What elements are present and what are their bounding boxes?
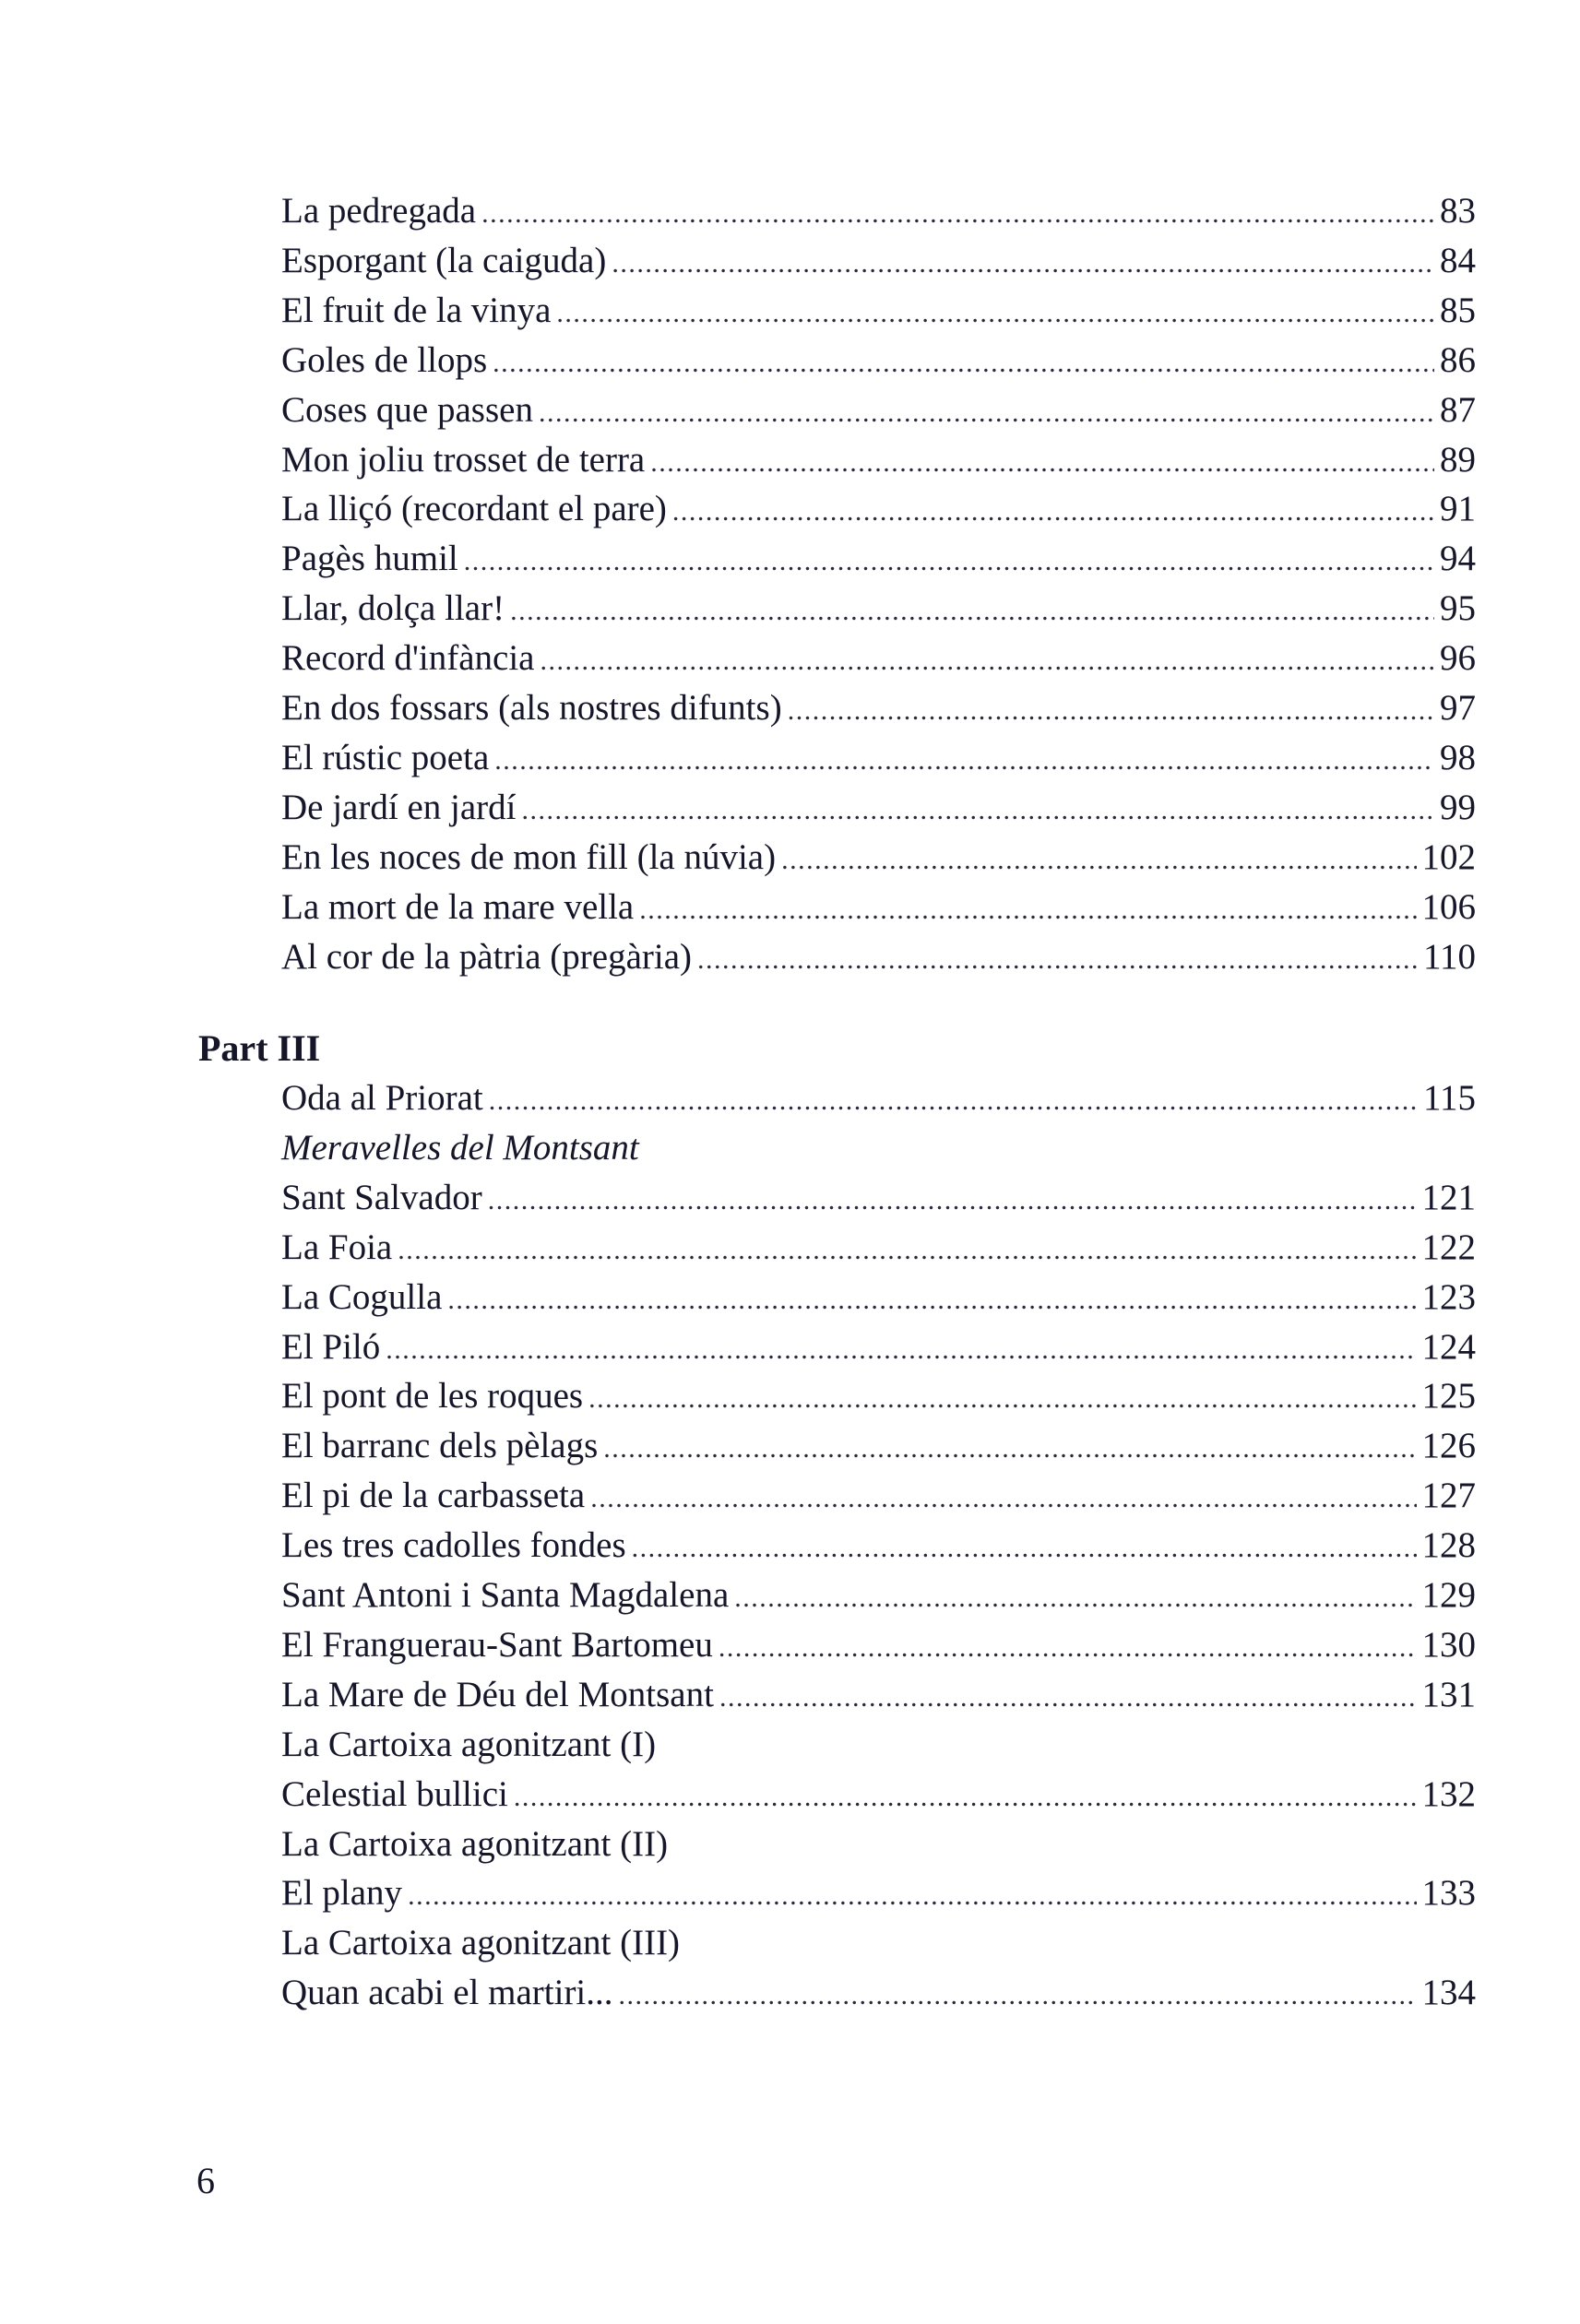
toc-entry: [281, 634, 1476, 683]
toc-entry: [281, 484, 1476, 534]
toc-entry-page: 84: [1440, 240, 1476, 280]
toc-entry-title: Esporgant (la caiguda): [281, 240, 607, 280]
toc-entry-title: Quan acabi el martiri...: [281, 1973, 613, 2013]
dot-leader: [521, 786, 1434, 836]
toc-entry-title: La Cartoixa agonitzant (I): [281, 1724, 657, 1764]
dot-leader: [386, 1325, 1416, 1375]
toc-entry-page: 125: [1421, 1376, 1476, 1417]
toc-entry-title: Record d'infància: [281, 638, 535, 679]
toc-entry: [281, 932, 1476, 982]
dot-leader: [672, 487, 1434, 537]
toc-entry-page: 131: [1421, 1674, 1476, 1714]
dot-leader: [539, 388, 1434, 438]
toc-entry-page: 106: [1421, 886, 1476, 927]
toc-entry-title: El pont de les roques: [281, 1376, 584, 1417]
toc-entry-title: Goles de llops: [281, 339, 488, 380]
toc-entry-page: 102: [1421, 836, 1476, 877]
toc-entry: [281, 1968, 1476, 2018]
dot-leader: [494, 736, 1434, 786]
toc-entry-page: 83: [1440, 191, 1476, 231]
toc-entry-page: 86: [1440, 339, 1476, 380]
toc-entry-page: 89: [1440, 439, 1476, 480]
toc-entry: [281, 1173, 1476, 1223]
dot-leader: [408, 1871, 1416, 1921]
toc-entry-title: El fruit de la vinya: [281, 290, 552, 330]
dot-leader: [590, 1474, 1416, 1524]
dot-leader: [697, 935, 1418, 985]
toc-entry-page: 130: [1421, 1624, 1476, 1665]
toc-entry: [281, 1670, 1476, 1720]
dot-leader: [781, 836, 1416, 885]
toc-entry-page: 110: [1422, 936, 1476, 977]
toc-entry: [281, 1223, 1476, 1273]
toc-entry-page: 99: [1440, 787, 1476, 827]
part-heading: Part III: [198, 1027, 321, 1069]
toc-entry-page: 123: [1421, 1276, 1476, 1317]
toc-entry-title: El pi de la carbasseta: [281, 1476, 586, 1516]
dot-leader: [719, 1673, 1417, 1723]
dot-leader: [481, 189, 1434, 239]
toc-entry-title: Mon joliu trosset de terra: [281, 439, 646, 480]
dot-leader: [464, 537, 1434, 587]
toc-entry: [281, 883, 1476, 932]
dot-leader: [541, 636, 1435, 686]
toc-entry: [281, 534, 1476, 584]
toc-entry-page: 129: [1421, 1575, 1476, 1615]
toc-entry: [281, 1820, 1476, 1869]
toc-entry: [281, 1273, 1476, 1322]
dot-leader: [788, 686, 1434, 736]
toc-entry-title: En les noces de mon fill (la núvia): [281, 836, 777, 877]
toc-entry-title: La lliçó (recordant el pare): [281, 489, 667, 529]
dot-leader: [603, 1424, 1416, 1474]
toc-entry: [281, 1471, 1476, 1521]
toc-entry-page: 87: [1440, 389, 1476, 430]
toc-entry: [281, 1123, 1476, 1173]
toc-entry: [281, 336, 1476, 385]
toc-entry: [281, 385, 1476, 435]
dot-leader: [556, 289, 1434, 338]
toc-entry-title: El Piló: [281, 1326, 381, 1367]
toc-entry-page: 91: [1440, 489, 1476, 529]
toc-entry-page: 115: [1422, 1078, 1476, 1118]
toc-entry-page: 134: [1421, 1973, 1476, 2013]
toc-entry-title: El Franguerau-Sant Bartomeu: [281, 1624, 713, 1665]
toc-entry-title: En dos fossars (als nostres difunts): [281, 688, 782, 728]
toc-entry-title: Les tres cadolles fondes: [281, 1525, 626, 1566]
dot-leader: [489, 1076, 1418, 1126]
dot-leader: [619, 1971, 1417, 2021]
dot-leader: [734, 1573, 1416, 1623]
dot-leader: [447, 1275, 1416, 1325]
toc-entry: [281, 435, 1476, 485]
toc-entry: [281, 833, 1476, 883]
toc-entry-title: Al cor de la pàtria (pregària): [281, 936, 692, 977]
toc-entry: [281, 1421, 1476, 1471]
toc-entry: [281, 186, 1476, 236]
toc-entry: [281, 1521, 1476, 1571]
dot-leader: [639, 885, 1416, 935]
toc-entry: [281, 1620, 1476, 1670]
toc-entry: [281, 1868, 1476, 1918]
toc-entry: [281, 783, 1476, 833]
toc-entry-page: 97: [1440, 688, 1476, 728]
toc-section-title: Meravelles del Montsant: [281, 1127, 639, 1168]
toc-entry-page: 85: [1440, 290, 1476, 330]
toc-entry: [281, 683, 1476, 733]
toc-entry-title: Coses que passen: [281, 389, 533, 430]
toc-entry-page: 98: [1440, 737, 1476, 777]
toc-entry-title: La Cogulla: [281, 1276, 443, 1317]
toc-entry-page: 133: [1421, 1873, 1476, 1914]
toc-entry-title: La Mare de Déu del Montsant: [281, 1674, 714, 1714]
toc-entry-title: Pagès humil: [281, 539, 458, 579]
toc-entry: [281, 1918, 1476, 1968]
toc-entry-title: De jardí en jardí: [281, 787, 517, 827]
toc-entry-title: Llar, dolça llar!: [281, 588, 505, 629]
dot-leader: [488, 1176, 1417, 1226]
toc-entry-page: 127: [1421, 1476, 1476, 1516]
dot-leader: [588, 1374, 1416, 1424]
dot-leader: [510, 587, 1434, 636]
toc-entry: [281, 733, 1476, 783]
toc-entry-title: El barranc dels pèlags: [281, 1426, 599, 1466]
dot-leader: [612, 239, 1434, 289]
dot-leader: [632, 1524, 1417, 1573]
toc-entry-title: La Cartoixa agonitzant (II): [281, 1823, 669, 1864]
dot-leader: [398, 1226, 1416, 1275]
toc-entry-title: La Cartoixa agonitzant (III): [281, 1923, 681, 1963]
toc-entry-title: Sant Salvador: [281, 1177, 482, 1217]
toc-entry-title: Celestial bullici: [281, 1773, 508, 1814]
toc-entry-page: 96: [1440, 638, 1476, 679]
toc-entry-title: Oda al Priorat: [281, 1078, 483, 1118]
toc-entry-page: 128: [1421, 1525, 1476, 1566]
toc-entry: [281, 1371, 1476, 1421]
toc-entry-title: La mort de la mare vella: [281, 886, 635, 927]
dot-leader: [514, 1773, 1417, 1822]
toc-entry: [281, 1073, 1476, 1123]
toc-entry: [281, 1322, 1476, 1372]
toc-entry-title: La Foia: [281, 1227, 393, 1267]
toc-entry-page: 122: [1421, 1227, 1476, 1267]
page-number: 6: [196, 2160, 215, 2201]
toc-entry-title: El plany: [281, 1873, 403, 1914]
toc-entry-title: El rústic poeta: [281, 737, 490, 777]
toc-entry: [281, 1770, 1476, 1820]
toc-entry-page: 95: [1440, 588, 1476, 629]
toc-entry-page: 126: [1421, 1426, 1476, 1466]
toc-entry-title: Sant Antoni i Santa Magdalena: [281, 1575, 730, 1615]
toc-entry-page: 132: [1421, 1773, 1476, 1814]
toc-entry-page: 94: [1440, 539, 1476, 579]
dot-leader: [650, 438, 1434, 488]
toc-entry-page: 121: [1421, 1177, 1476, 1217]
toc-entry: [281, 286, 1476, 336]
dot-leader: [493, 338, 1434, 388]
toc-entry-page: 124: [1421, 1326, 1476, 1367]
toc-entry-title: La pedregada: [281, 191, 477, 231]
toc-entry: [281, 236, 1476, 286]
toc-entry: [281, 1571, 1476, 1620]
dot-leader: [719, 1623, 1417, 1673]
toc-entry: [281, 584, 1476, 634]
toc-entry: [281, 1720, 1476, 1770]
